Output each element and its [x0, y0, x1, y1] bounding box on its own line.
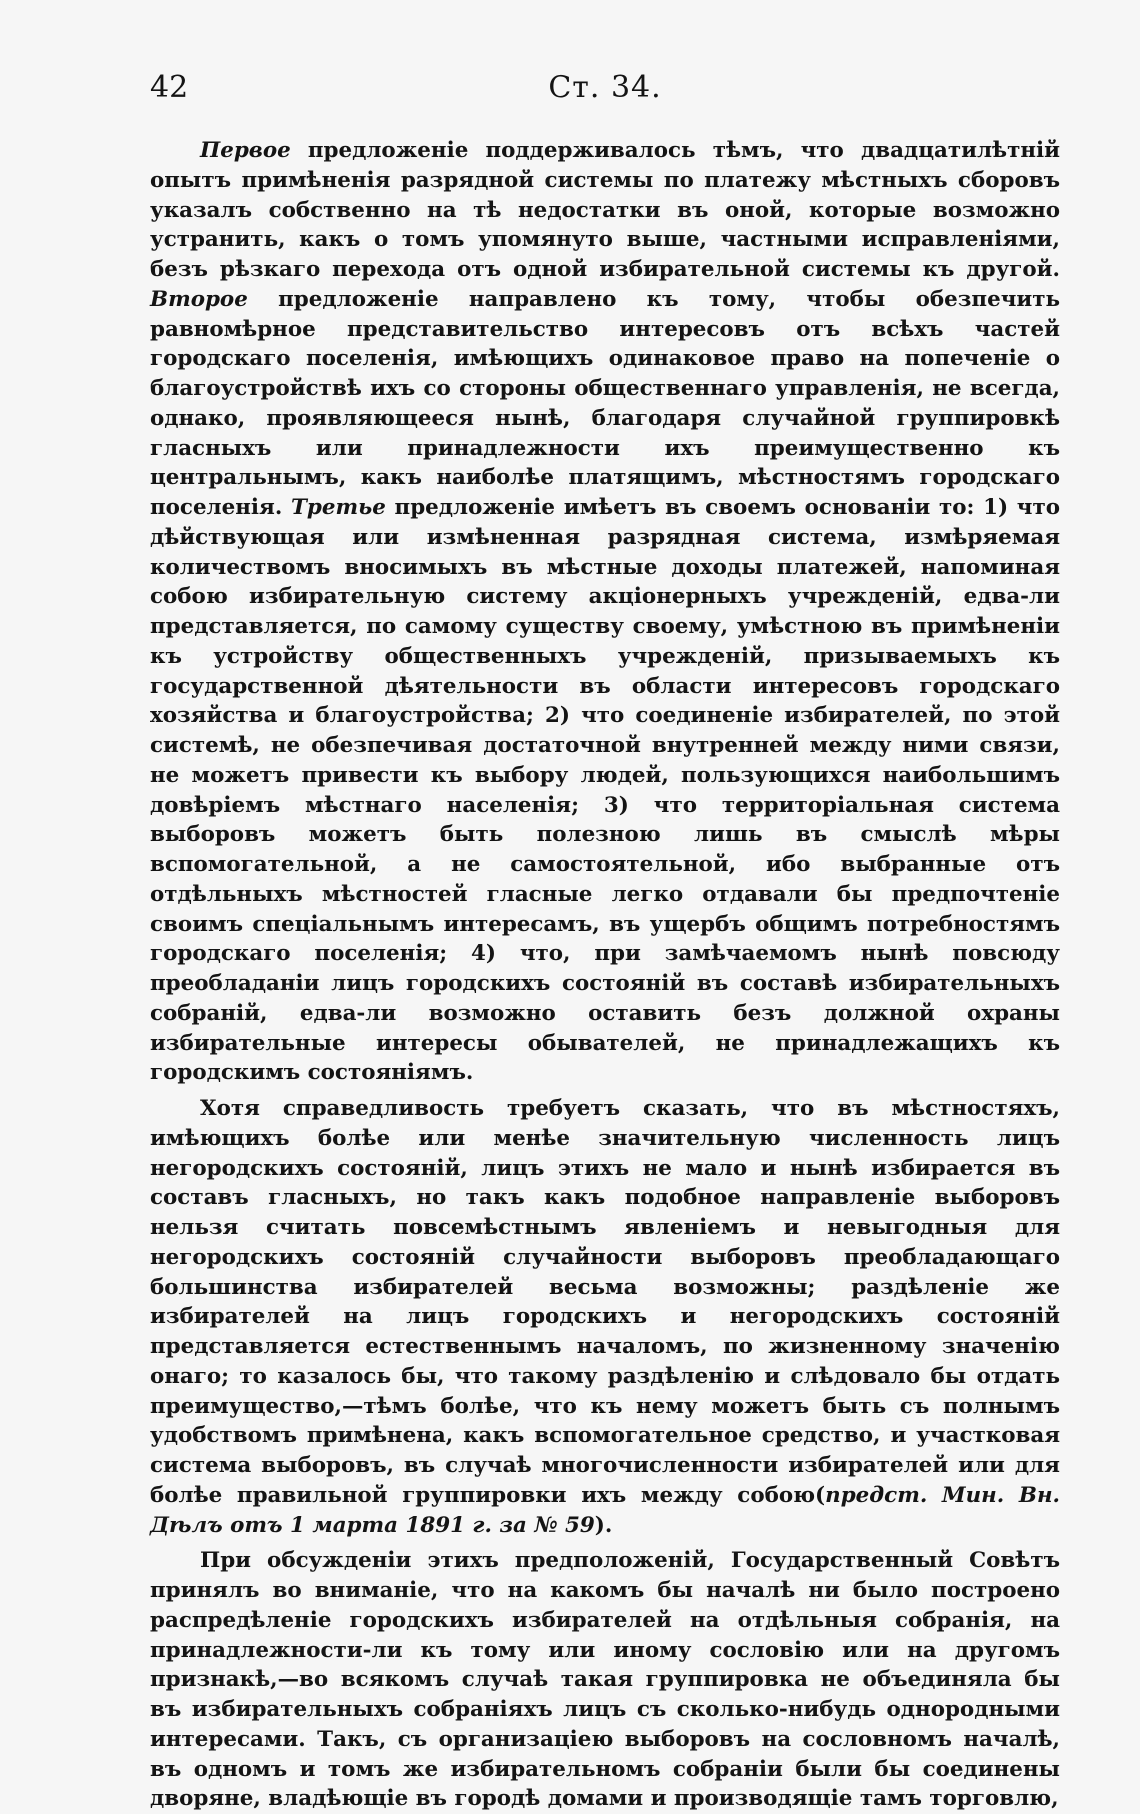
page-header	[150, 64, 1060, 114]
citation-italic: предст. Мин. Вн. Дѣлъ отъ 1 марта 1891 г. за № 59	[150, 1482, 1060, 1538]
text-run: При обсужденіи этихъ предположеній, Государственный Совѣтъ принялъ во вниманіе, что на какомъ бы началѣ ни было построено распредѣленіе городскихъ избирателей на отдѣльныя собранія, на принадлежности-ли къ тому или иному сословію или на другомъ признакѣ,—во всякомъ случаѣ такая группировка не объединяла бы въ избирательныхъ собраніяхъ лицъ съ сколько-нибудь однородными интересами. Такъ, съ организаціею выборовъ на сословномъ началѣ, въ одномъ и томъ же избирательномъ собраніи были бы соединены дворяне, владѣющіе въ городѣ домами и производящіе тамъ торговлю,	[150, 1548, 1060, 1812]
italic-term-pervoe: Первое	[200, 138, 291, 163]
body-text	[150, 136, 1060, 1814]
text-run: Хотя справедливость требуетъ сказать, что въ мѣстностяхъ, имѣющихъ болѣе или менѣе значительную численность лицъ негородскихъ состояній, лицъ этихъ не мало и нынѣ избирается въ составъ гласныхъ, но такъ какъ подобное направленіе выборовъ нельзя считать повсемѣстнымъ явленіемъ и невыгодныя для негородскихъ состояній случайности выборовъ преобладающаго большинства избирателей весьма возможны; раздѣленіе же избирателей на лицъ городскихъ и негородскихъ состояній представляется естественнымъ началомъ, по жизненному значенію онаго; то казалось бы, что такому раздѣленію и слѣдовало бы отдать преимущество,—тѣмъ болѣе, что къ нему можетъ быть съ полнымъ удобствомъ примѣнена, какъ вспомогательное средство, и участковая система выборовъ, въ случаѣ многочисленности избирателей или для болѣе правильной группировки ихъ между собою(	[150, 1096, 1060, 1508]
text-run: предложеніе поддерживалось тѣмъ, что двадцатилѣтній опытъ примѣненія разрядной системы по платежу мѣстныхъ сборовъ указалъ собственно на тѣ недостатки въ оной, которые возможно устранить, какъ о томъ упомянуто выше, частными исправленіями, безъ рѣзкаго перехода отъ одной избирательной системы къ другой.	[150, 138, 1060, 282]
paragraph-1	[150, 136, 1060, 1088]
text-run: предложеніе имѣетъ въ своемъ основаніи то: 1) что дѣйствующая или измѣненная разрядная система, измѣряемая количествомъ вносимыхъ въ мѣстные доходы платежей, напоминая собою избирательную систему акціонерныхъ учрежденій, едва-ли представляется, по самому существу своему, умѣстною въ примѣненіи къ устройству общественныхъ учрежденій, призываемыхъ къ государственной дѣятельности въ области интересовъ городскаго хозяйства и благоустройства; 2) что соединеніе избирателей, по этой системѣ, не обезпечивая достаточной внутренней между ними связи, не можетъ привести къ выбору людей, пользующихся наибольшимъ довѣріемъ мѣстнаго населенія; 3) что территоріальная система выборовъ можетъ быть полезною лишь въ смыслѣ мѣры вспомогательной, а не самостоятельной, ибо выбранные отъ отдѣльныхъ мѣстностей гласные легко отдавали бы предпочтеніе своимъ спеціальнымъ интересамъ, въ ущербъ общимъ потребностямъ городскаго поселенія; 4) что, при замѣчаемомъ нынѣ повсюду преобладаніи лицъ городскихъ состояній въ составѣ избирательныхъ собраній, едва-ли возможно оставить безъ должной охраны избирательные интересы обывателей, не принадлежащихъ къ городскимъ состояніямъ.	[150, 495, 1060, 1086]
italic-term-vtoroe: Второе	[150, 286, 248, 312]
italic-term-tretie: Третье	[291, 495, 386, 520]
paragraph-2	[150, 1094, 1060, 1540]
text-run: предложеніе направлено къ тому, чтобы обезпечить равномѣрное представительство интересовъ отъ всѣхъ частей городскаго поселенія, имѣющихъ одинаковое право на попеченіе о благоустройствѣ ихъ со стороны общественнаго управленія, не всегда, однако, проявляющееся нынѣ, благодаря случайной группировкѣ гласныхъ или принадлежности ихъ преимущественно къ центральнымъ, какъ наиболѣе платящимъ, мѣстностямъ городскаго поселенія.	[150, 286, 1060, 520]
page-number: 42	[150, 70, 189, 105]
running-head: Ст. 34.	[548, 70, 662, 105]
paragraph-3	[150, 1546, 1060, 1814]
text-run: ).	[594, 1512, 613, 1538]
